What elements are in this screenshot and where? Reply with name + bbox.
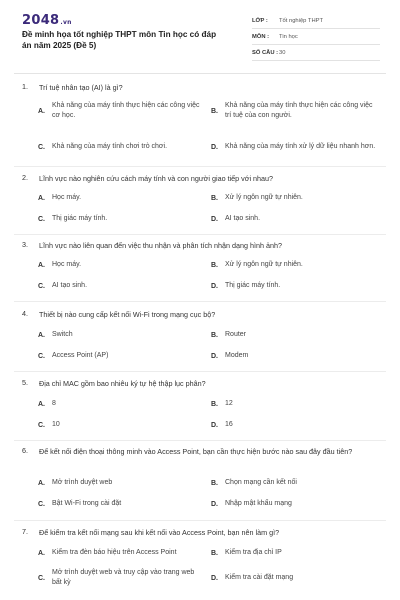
option-a[interactable]: [38, 258, 208, 272]
question-stem: [22, 240, 389, 251]
option-d[interactable]: [211, 136, 383, 158]
meta-row-subject: [252, 29, 380, 45]
option-d[interactable]: [211, 279, 383, 293]
option-letter: D.: [211, 574, 218, 582]
option-text: Xử lý ngôn ngữ tự nhiên.: [225, 194, 303, 201]
option-text: Nhập mật khẩu mạng: [225, 500, 292, 507]
meta-key: LỚP :: [252, 17, 268, 24]
question-text: Để kết nối điện thoại thông minh vào Access Point, bạn cần thực hiện bước nào sau đây đầu tiên?: [39, 447, 353, 456]
question-1: [0, 82, 400, 170]
question-stem: [22, 173, 389, 184]
question-divider: [14, 166, 386, 167]
option-d[interactable]: [211, 212, 383, 226]
question-text: Để kiểm tra kết nối mạng sau khi kết nối vào Access Point, bạn nên làm gì?: [39, 528, 280, 537]
question-text: Thiết bị nào cung cấp kết nối Wi-Fi trong mạng cục bộ?: [39, 310, 216, 319]
option-text: Router: [225, 331, 247, 338]
question-stem: [22, 527, 389, 538]
option-text: Chọn mạng cần kết nối: [225, 479, 297, 486]
option-text: Kiểm tra đèn báo hiệu trên Access Point: [52, 549, 177, 556]
option-text: Học máy.: [52, 261, 82, 268]
meta-key: MÔN :: [252, 33, 270, 40]
question-7: [0, 527, 400, 599]
question-stem: [22, 446, 374, 457]
option-text: Mở trình duyệt web và truy cập vào trang web bất kỳ: [52, 569, 195, 586]
header-divider: [14, 73, 386, 74]
option-letter: B.: [211, 331, 218, 339]
option-b[interactable]: [211, 397, 383, 411]
question-number: 7.: [22, 527, 28, 536]
option-letter: A.: [38, 479, 45, 487]
logo-text: 2048: [22, 13, 60, 28]
question-number: 1.: [22, 82, 28, 91]
meta-value: 30: [279, 49, 286, 56]
option-text: AI tạo sinh.: [225, 215, 261, 222]
question-text: Lĩnh vực nào liên quan đến việc thu nhận và phân tích nhận dạng hình ảnh?: [39, 241, 282, 250]
option-a[interactable]: [38, 397, 208, 411]
option-c[interactable]: [38, 418, 208, 432]
question-divider: [14, 520, 386, 521]
option-text: Thị giác máy tính.: [52, 215, 108, 222]
question-number: 2.: [22, 173, 28, 182]
question-text: Lĩnh vực nào nghiên cứu cách máy tính và con người giao tiếp với nhau?: [39, 174, 274, 183]
option-letter: C.: [38, 143, 45, 151]
option-letter: B.: [211, 400, 218, 408]
option-b[interactable]: [211, 258, 383, 272]
option-letter: C.: [38, 215, 45, 223]
option-text: Khả năng của máy tính thực hiện các công việc trí tuệ của con người.: [225, 102, 373, 119]
meta-value: Tốt nghiệp THPT: [279, 17, 324, 24]
page-header: [0, 0, 400, 66]
option-b[interactable]: [211, 328, 383, 342]
question-number: 6.: [22, 446, 28, 455]
option-text: Học máy.: [52, 194, 82, 201]
question-divider: [14, 440, 386, 441]
option-letter: D.: [211, 500, 218, 508]
option-text: Kiểm tra cài đặt mạng: [225, 574, 294, 581]
logo-suffix: .vn: [60, 19, 72, 26]
option-letter: A.: [38, 331, 45, 339]
option-a[interactable]: [38, 100, 208, 122]
option-a[interactable]: [38, 546, 208, 560]
option-b[interactable]: [211, 191, 383, 205]
option-d[interactable]: [211, 418, 383, 432]
option-a[interactable]: [38, 191, 208, 205]
meta-row-count: [252, 45, 380, 61]
option-letter: B.: [211, 479, 218, 487]
option-a[interactable]: [38, 476, 208, 490]
question-stem: [22, 82, 389, 93]
option-text: Xử lý ngôn ngữ tự nhiên.: [225, 261, 303, 268]
option-b[interactable]: [211, 546, 383, 560]
question-number: 4.: [22, 309, 28, 318]
option-letter: B.: [211, 549, 218, 557]
option-text: Khả năng của máy tính thực hiện các công việc cơ học.: [52, 102, 200, 119]
option-c[interactable]: [38, 349, 208, 363]
option-text: Access Point (AP): [52, 352, 109, 359]
question-divider: [14, 371, 386, 372]
question-2: [0, 173, 400, 237]
option-text: AI tạo sinh.: [52, 282, 88, 289]
option-text: Modem: [225, 352, 249, 359]
option-letter: B.: [211, 107, 218, 115]
option-letter: A.: [38, 194, 45, 202]
question-number: 5.: [22, 378, 28, 387]
option-letter: A.: [38, 107, 45, 115]
document-meta: [252, 13, 380, 61]
option-text: Bật Wi-Fi trong cài đặt: [52, 500, 122, 507]
option-letter: C.: [38, 352, 45, 360]
option-text: 12: [225, 400, 233, 407]
option-text: Khả năng của máy tính xử lý dữ liệu nhanh hơn.: [225, 143, 376, 150]
option-letter: C.: [38, 574, 45, 582]
option-d[interactable]: [211, 571, 383, 585]
option-letter: C.: [38, 500, 45, 508]
option-a[interactable]: [38, 328, 208, 342]
option-letter: A.: [38, 261, 45, 269]
option-text: 10: [52, 421, 60, 428]
question-text: Địa chỉ MAC gồm bao nhiêu ký tự hệ thập lục phân?: [39, 379, 206, 388]
meta-key: SỐ CÂU :: [252, 49, 279, 56]
question-divider: [14, 234, 386, 235]
question-4: [0, 309, 400, 373]
option-c[interactable]: [38, 279, 208, 293]
option-letter: D.: [211, 282, 218, 290]
option-c[interactable]: [38, 497, 208, 511]
option-letter: B.: [211, 194, 218, 202]
option-text: 16: [225, 421, 233, 428]
meta-value: Tin học: [279, 33, 298, 40]
option-letter: D.: [211, 352, 218, 360]
option-letter: D.: [211, 215, 218, 223]
option-letter: B.: [211, 261, 218, 269]
option-b[interactable]: [211, 476, 383, 490]
question-number: 3.: [22, 240, 28, 249]
question-5: [0, 378, 400, 442]
option-c[interactable]: [38, 212, 208, 226]
option-letter: C.: [38, 282, 45, 290]
option-text: Mở trình duyệt web: [52, 479, 113, 486]
document-title: Đề minh họa tốt nghiệp THPT môn Tin học có đáp án năm 2025 (Đề 5): [22, 30, 217, 50]
option-text: Switch: [52, 331, 73, 338]
option-letter: C.: [38, 421, 45, 429]
question-divider: [14, 301, 386, 302]
option-c[interactable]: [38, 136, 208, 158]
question-stem: [22, 309, 389, 320]
option-letter: D.: [211, 421, 218, 429]
option-text: Kiểm tra địa chỉ IP: [225, 549, 282, 556]
question-stem: [22, 378, 389, 389]
option-b[interactable]: [211, 100, 383, 122]
option-c[interactable]: [38, 567, 208, 589]
question-6: [0, 446, 400, 522]
option-text: 8: [52, 400, 56, 407]
meta-row-class: [252, 13, 380, 29]
option-letter: A.: [38, 549, 45, 557]
option-letter: A.: [38, 400, 45, 408]
question-3: [0, 240, 400, 304]
option-text: Khả năng của máy tính chơi trò chơi.: [52, 143, 168, 150]
option-d[interactable]: [211, 349, 383, 363]
site-logo[interactable]: [22, 13, 72, 28]
option-letter: D.: [211, 143, 218, 151]
question-text: Trí tuệ nhân tạo (AI) là gì?: [39, 83, 123, 92]
option-text: Thị giác máy tính.: [225, 282, 281, 289]
option-d[interactable]: [211, 497, 383, 511]
